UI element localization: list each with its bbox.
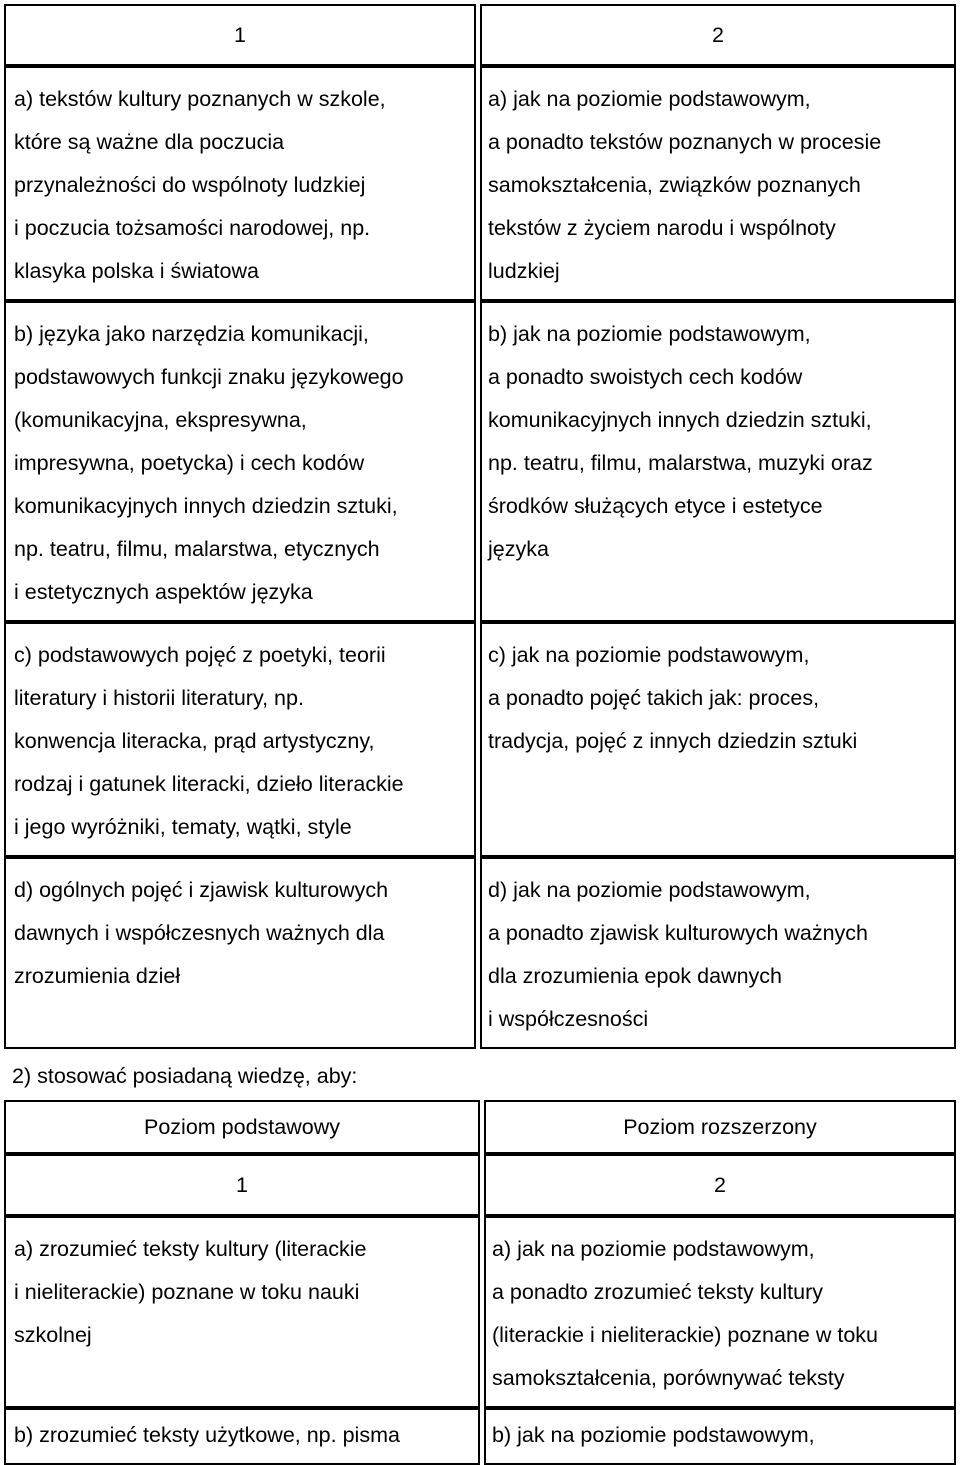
- document-page: [4, 4, 956, 1465]
- curriculum-table-2: [4, 1100, 956, 1465]
- column-header-2: 2: [480, 4, 956, 66]
- cell-basic-a: a) zrozumieć teksty kultury (literackie i nieliterackie) poznane w toku nauki szkolnej: [14, 1237, 367, 1347]
- cell-extended-a: a) jak na poziomie podstawowym, a ponadto tekstów poznanych w procesie samokształcenia, związków poznanych tekstów z życiem narodu i wspólnoty ludzkiej: [488, 87, 882, 283]
- cell-extended-d: d) jak na poziomie podstawowym, a ponadto zjawisk kulturowych ważnych dla zrozumienia epok dawnych i współczesności: [488, 878, 869, 1031]
- cell-basic-b: b) zrozumieć teksty użytkowe, np. pisma: [14, 1423, 400, 1447]
- cell-basic-b: b) języka jako narzędzia komunikacji, podstawowych funkcji znaku językowego (komunikacyjna, ekspresywna, impresywna, poetycka) i cech kodów komunikacyjnych innych dziedzin sztuki, np. teatru, filmu, malarstwa, etycznych i estetycznych aspektów języka: [14, 322, 404, 604]
- cell-extended-b: b) jak na poziomie podstawowym, a ponadto swoistych cech kodów komunikacyjnych innych dziedzin sztuki, np. teatru, filmu, malarstwa, muzyki oraz środków służących etyce i estetyce języka: [488, 322, 873, 561]
- column-header-1: 1: [4, 1154, 480, 1216]
- table-header-row: [4, 4, 956, 66]
- level-header-extended: Poziom rozszerzony: [484, 1100, 956, 1154]
- level-header-basic: Poziom podstawowy: [4, 1100, 480, 1154]
- table-row: [4, 1216, 956, 1408]
- section-2-heading: 2) stosować posiadaną wiedzę, aby:: [12, 1064, 358, 1088]
- table-row: [4, 66, 956, 301]
- cell-basic-c: c) podstawowych pojęć z poetyki, teorii literatury i historii literatury, np. konwencja literacka, prąd artystyczny, rodzaj i gatunek literacki, dzieło literackie i jego wyróżniki, tematy, wątki, style: [14, 643, 404, 839]
- cell-extended-a: a) jak na poziomie podstawowym, a ponadto zrozumieć teksty kultury (literackie i nieliterackie) poznane w toku samokształcenia, porównywać teksty: [492, 1237, 878, 1390]
- cell-basic-d: d) ogólnych pojęć i zjawisk kulturowych dawnych i współczesnych ważnych dla zrozumienia dzieł: [14, 878, 389, 988]
- column-header-2: 2: [484, 1154, 956, 1216]
- curriculum-table-1: [4, 4, 956, 1049]
- column-header-1: 1: [4, 4, 476, 66]
- cell-basic-a: a) tekstów kultury poznanych w szkole, które są ważne dla poczucia przynależności do wspólnoty ludzkiej i poczucia tożsamości narodowej, np. klasyka polska i światowa: [14, 87, 386, 283]
- table-row: [4, 301, 956, 622]
- table-row: [4, 1408, 956, 1465]
- cell-extended-b: b) jak na poziomie podstawowym,: [492, 1423, 815, 1447]
- level-header-row: [4, 1100, 956, 1154]
- table-row: [4, 622, 956, 857]
- table-row: [4, 857, 956, 1049]
- table-header-row: [4, 1154, 956, 1216]
- cell-extended-c: c) jak na poziomie podstawowym, a ponadto pojęć takich jak: proces, tradycja, pojęć z innych dziedzin sztuki: [488, 643, 858, 753]
